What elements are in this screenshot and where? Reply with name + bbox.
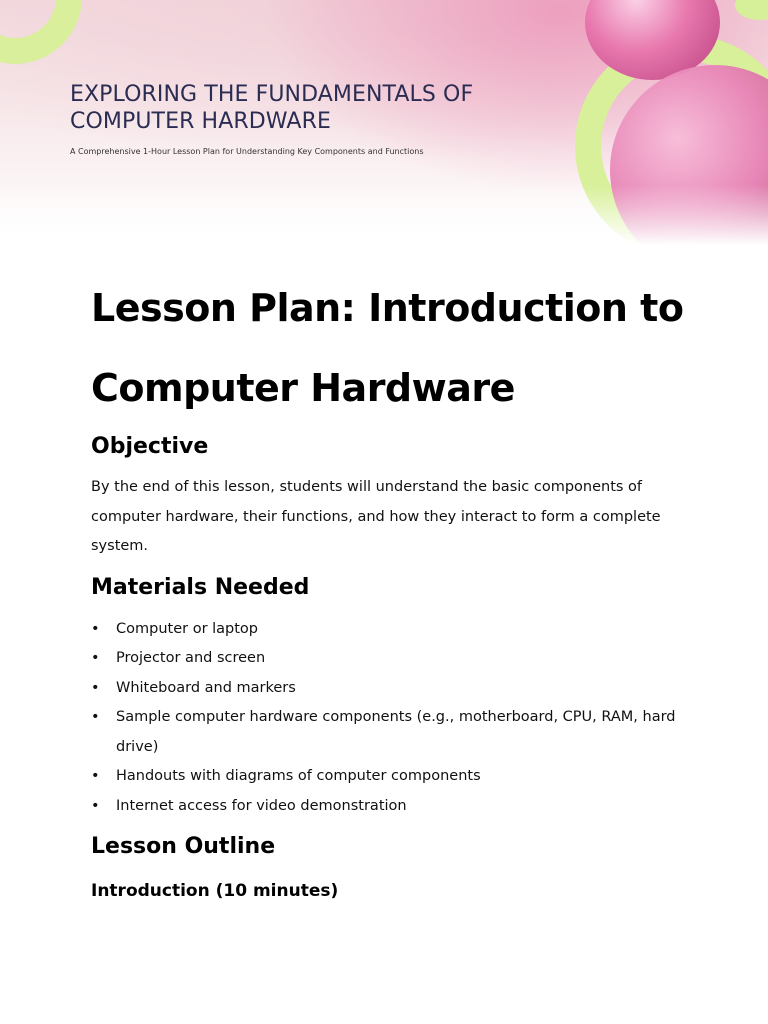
bullet: • xyxy=(91,620,100,637)
bullet: • xyxy=(91,709,100,725)
decorative-ring xyxy=(0,0,82,64)
materials-heading: Materials Needed xyxy=(91,574,310,600)
outline-heading: Lesson Outline xyxy=(91,834,276,859)
page-title-line: Lesson Plan: Introduction to xyxy=(91,286,684,330)
bullet: • xyxy=(91,768,100,784)
objective-heading: Objective xyxy=(91,434,209,459)
page-title xyxy=(91,268,691,428)
banner-title-line: EXPLORING THE FUNDAMENTALS OF xyxy=(70,82,474,107)
decorative-sphere xyxy=(735,0,768,20)
bullet: • xyxy=(91,797,100,814)
list-item-text: Internet access for video demonstration xyxy=(116,797,407,814)
banner-subtitle: A Comprehensive 1-Hour Lesson Plan for Understanding Key Components and Functions xyxy=(70,147,424,156)
list-item-text: Projector and screen xyxy=(116,650,266,666)
header-banner xyxy=(0,0,768,245)
list-item xyxy=(91,644,691,674)
list-item-text: Whiteboard and markers xyxy=(116,679,296,696)
list-item xyxy=(91,762,691,792)
outline-subheading: Introduction (10 minutes) xyxy=(91,881,339,901)
list-item-text: Sample computer hardware components (e.g., motherboard, CPU, RAM, hard drive) xyxy=(116,709,676,755)
banner-title-line: COMPUTER HARDWARE xyxy=(70,109,331,134)
document-body xyxy=(91,268,691,901)
materials-list xyxy=(91,615,691,822)
list-item xyxy=(91,703,691,762)
list-item-text: Computer or laptop xyxy=(116,620,259,637)
banner-title xyxy=(70,81,473,135)
page-title-line: Computer Hardware xyxy=(91,366,515,410)
bullet: • xyxy=(91,650,100,666)
list-item xyxy=(91,674,691,704)
objective-text: By the end of this lesson, students will understand the basic components of computer hardware, their functions, and how they interact to form a complete system. xyxy=(91,479,661,554)
list-item-text: Handouts with diagrams of computer components xyxy=(116,768,481,784)
bullet: • xyxy=(91,679,100,696)
list-item xyxy=(91,792,691,822)
list-item xyxy=(91,615,691,645)
